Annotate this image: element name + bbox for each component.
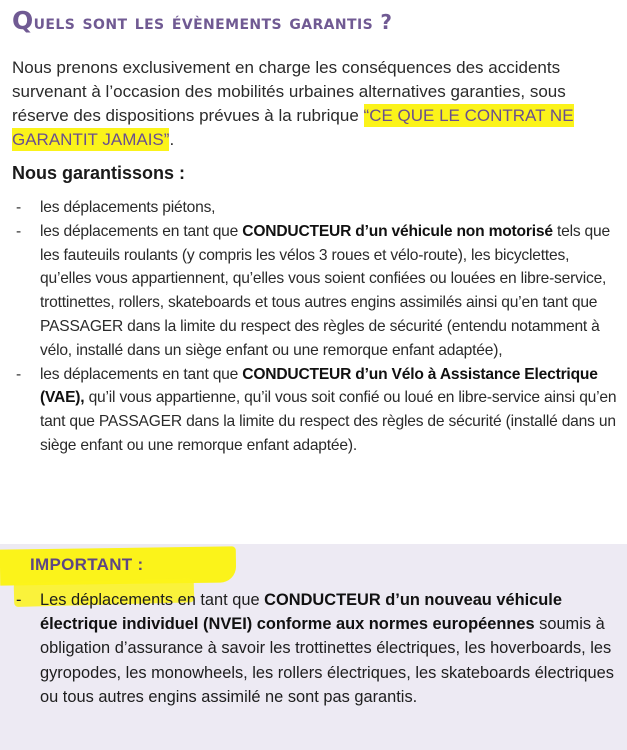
- item-bold-text: CONDUCTEUR d’un nouveau véhicule électrique individuel (NVEI) conforme aux normes européennes: [40, 591, 562, 634]
- guarantee-subtitle: Nous garantissons :: [12, 163, 186, 183]
- item-text: les déplacements en tant que: [40, 222, 243, 240]
- important-title: IMPORTANT :: [30, 555, 144, 574]
- item-text: les déplacements piétons,: [40, 199, 216, 216]
- guarantee-list: [12, 196, 622, 458]
- intro-end: .: [169, 130, 175, 149]
- list-dash: -: [16, 199, 21, 216]
- intro-paragraph: [12, 56, 620, 152]
- important-list: [12, 588, 618, 709]
- item-text: les déplacements en tant que: [40, 365, 243, 383]
- list-dash: -: [16, 365, 21, 383]
- item-bold-text: CONDUCTEUR d’un véhicule non motorisé: [242, 222, 553, 240]
- item-text: qu’il vous appartienne, qu’il vous soit confié ou loué en libre-service ainsi qu’en tant que PASSAGER dans la limite du respect des règles de sécurité (installé dans un siège enfant ou une remorque enfant adaptée).: [40, 389, 617, 454]
- intro-text: Nous prenons exclusivement en charge les conséquences des accidents survenant à l’occasion des mobilités urbaines alternatives garanties, sous réserve des dispositions prévues à la rubrique: [12, 58, 566, 125]
- list-item: [12, 363, 622, 458]
- list-item: [12, 588, 618, 709]
- list-dash: -: [16, 222, 21, 240]
- item-bold-text: CONDUCTEUR d’un Vélo à Assistance Electrique (VAE),: [40, 365, 598, 407]
- item-text: soumis à obligation d’assurance à savoir les trottinettes électriques, les hoverboards, les gyropodes, les monowheels, les rollers électriques, les skateboards électriques ou tous autres engins assimilé ne sont pas garantis.: [40, 615, 614, 706]
- list-dash: -: [16, 591, 22, 609]
- title-rest: uels sont les évènements garantis ?: [33, 10, 393, 34]
- page-title: [12, 6, 612, 37]
- item-text: Les déplacements en tant que: [40, 591, 265, 609]
- list-item: [12, 196, 622, 220]
- section-reference: “CE QUE LE CONTRAT NE GARANTIT JAMAIS”: [12, 106, 574, 149]
- item-text: tels que les fauteuils roulants (y compris les vélos 3 roues et vélo-route), les bicyclettes, qu’elles vous appartiennent, qu’elles vous soient confiées ou louées en libre-service, trottinettes, rollers, skateboards et tous autres engins assimilés ainsi qu’en tant que PASSAGER dans la limite du respect des règles de sécurité (entendu notamment à vélo, installé dans un siège enfant ou une remorque enfant adaptée),: [40, 222, 610, 359]
- list-item: [12, 220, 622, 363]
- title-first-letter: Q: [12, 6, 34, 35]
